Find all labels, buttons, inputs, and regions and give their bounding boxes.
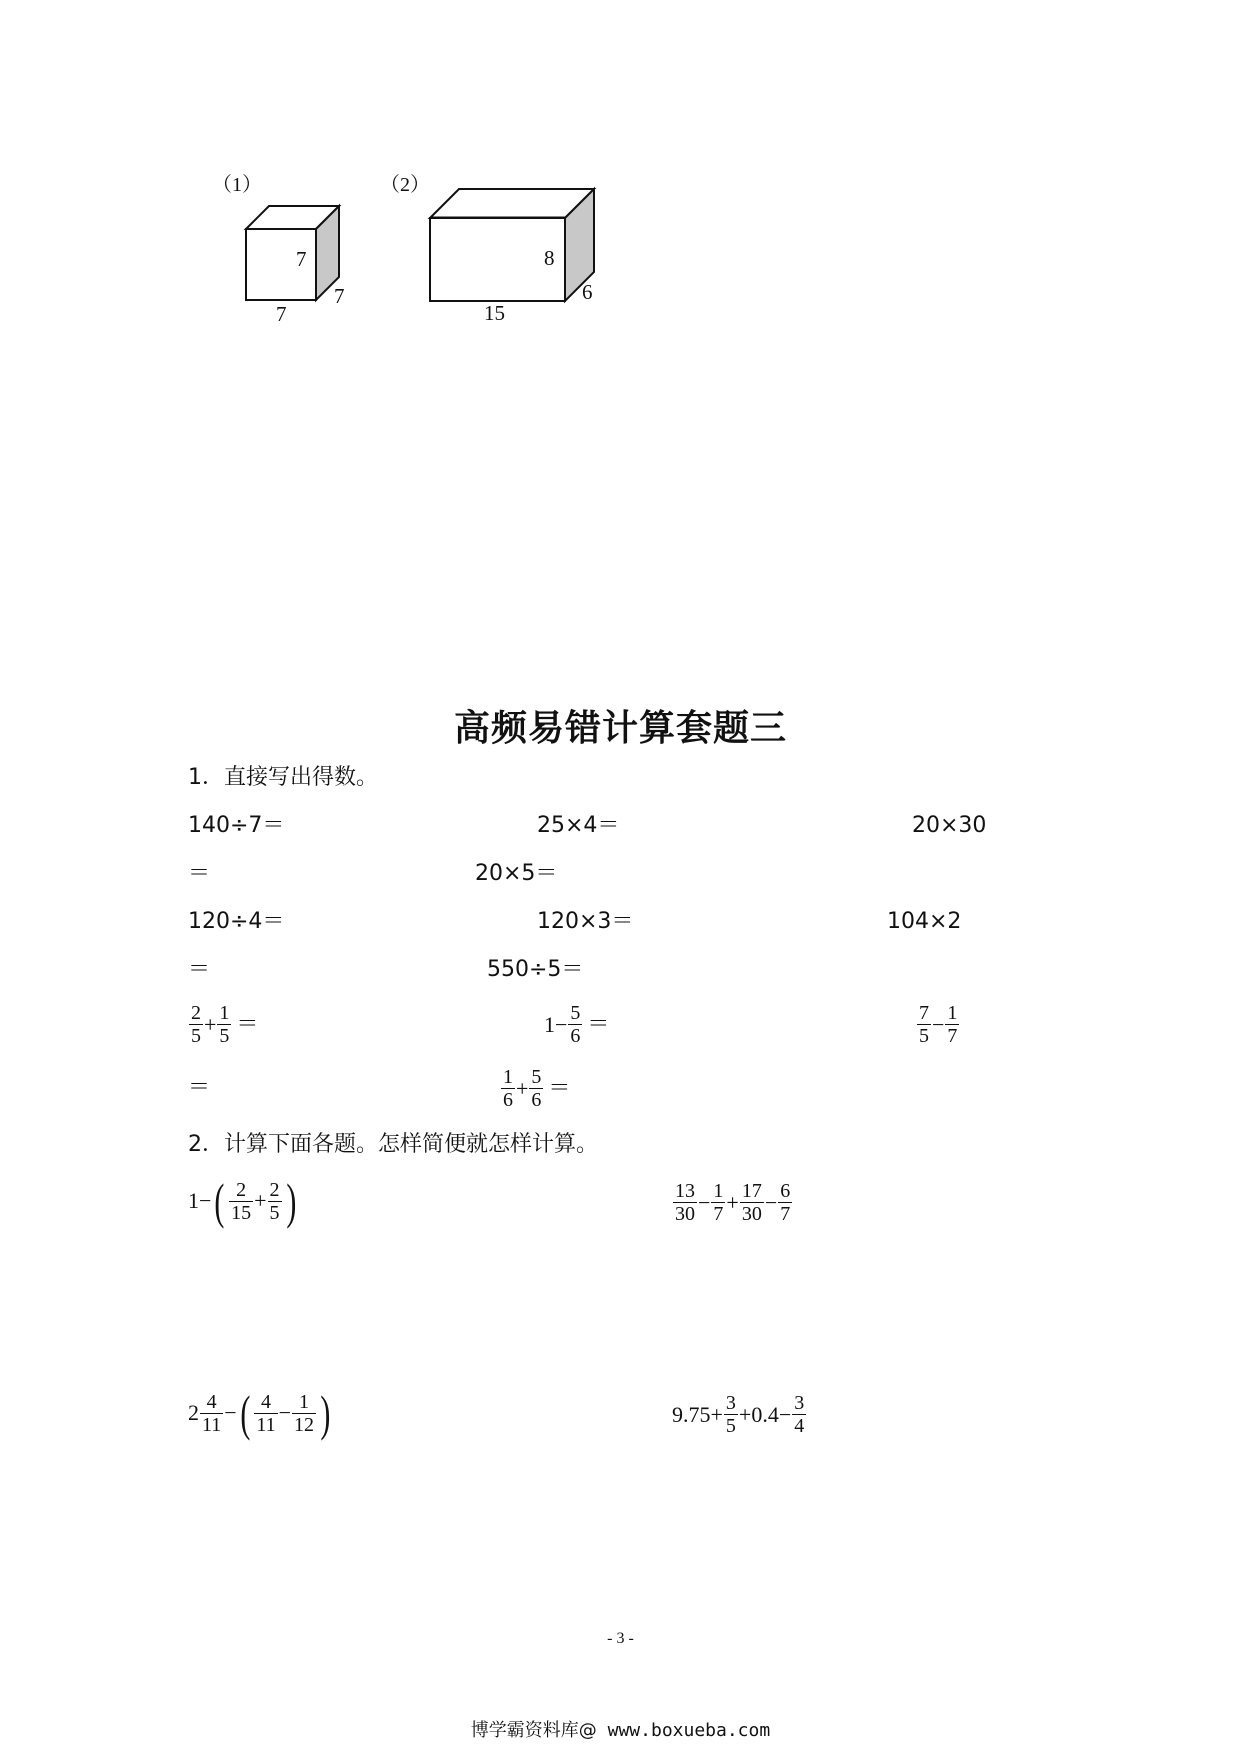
numerator: 4 (260, 1390, 271, 1413)
problem-1-3: 20×30 (912, 813, 987, 838)
equals-sign: ＝ (548, 1075, 571, 1101)
numerator: 2 (236, 1178, 247, 1201)
right-parenthesis: ) (320, 1385, 331, 1441)
whole-number: 2 (188, 1400, 199, 1425)
problem-1-11-equals: ＝ (188, 1075, 211, 1100)
numerator: 1 (299, 1390, 310, 1413)
numerator: 1 (503, 1066, 513, 1088)
denominator: 4 (794, 1415, 805, 1437)
numerator: 6 (780, 1180, 791, 1202)
figure-2-label: （2） (380, 174, 430, 196)
numerator: 7 (919, 1002, 929, 1024)
fraction (740, 1180, 764, 1225)
denominator: 5 (191, 1025, 201, 1047)
fraction (568, 1002, 582, 1047)
denominator: 5 (919, 1025, 929, 1047)
fraction (529, 1066, 543, 1111)
right-parenthesis: ) (285, 1173, 296, 1229)
footer-brand-url: www.boxueba.com (596, 1720, 771, 1741)
equals-sign: ＝ (587, 1011, 610, 1037)
problem-2-2 (672, 1180, 793, 1225)
numerator: 2 (191, 1002, 201, 1024)
denominator: 7 (780, 1203, 791, 1225)
operator: − (698, 1189, 711, 1215)
figure-1-label: （1） (212, 174, 262, 196)
fraction (229, 1179, 253, 1224)
denominator: 6 (531, 1089, 542, 1111)
fraction (292, 1391, 316, 1436)
numerator: 5 (531, 1066, 542, 1088)
numerator: 1 (219, 1002, 230, 1024)
figures (0, 0, 1241, 340)
operator: + (738, 1401, 752, 1427)
whole-number: 1 (188, 1188, 199, 1213)
numerator: 3 (725, 1392, 736, 1414)
fraction (711, 1180, 725, 1225)
operator: − (555, 1011, 568, 1037)
operator: − (932, 1011, 945, 1037)
problem-2-1 (188, 1173, 299, 1229)
operator: + (516, 1075, 529, 1101)
footer-brand-text: 博学霸资料库@ (470, 1720, 597, 1741)
problem-1-6: 120×3＝ (537, 909, 634, 934)
section-2-heading: 2．计算下面各题。怎样简便就怎样计算。 (188, 1132, 598, 1157)
problem-1-5: 120÷4＝ (188, 909, 285, 934)
problem-2-3 (188, 1385, 334, 1441)
page-title: 高频易错计算套题三 (453, 708, 787, 749)
denominator: 12 (294, 1413, 315, 1436)
operator: + (710, 1401, 723, 1427)
problem-1-7: 104×2 (887, 909, 962, 934)
operator: + (726, 1189, 739, 1215)
operator: + (204, 1011, 217, 1037)
figure-2-width-label: 15 (484, 301, 505, 325)
operator: − (278, 1400, 292, 1425)
numerator: 13 (675, 1180, 695, 1202)
operator: − (764, 1189, 778, 1215)
section-1-heading: 1．直接写出得数。 (188, 765, 378, 790)
fraction (189, 1002, 203, 1047)
numerator: 1 (947, 1002, 958, 1024)
problem-1-9 (188, 1002, 258, 1047)
decimal-number: 0.4 (751, 1401, 779, 1427)
fraction (673, 1180, 697, 1225)
numerator: 2 (269, 1178, 280, 1201)
problem-1-2: 25×4＝ (537, 813, 620, 838)
fraction (217, 1002, 231, 1047)
numerator: 5 (570, 1002, 581, 1024)
figure-2-depth-label: 6 (582, 280, 593, 304)
problem-1-4: 20×5＝ (475, 861, 558, 886)
denominator: 5 (269, 1201, 280, 1224)
numerator: 17 (741, 1180, 762, 1202)
denominator: 5 (725, 1415, 736, 1437)
fraction (792, 1392, 806, 1437)
problem-1-10 (544, 1002, 609, 1047)
figure-1-depth-label: 7 (334, 284, 345, 308)
fraction (724, 1392, 738, 1437)
denominator: 7 (947, 1025, 958, 1047)
problem-1-12 (500, 1066, 570, 1111)
denominator: 6 (570, 1025, 581, 1047)
problem-1-7-equals: ＝ (188, 957, 211, 982)
problem-1-3-equals: ＝ (188, 861, 211, 886)
operator: − (224, 1400, 237, 1425)
operator: + (254, 1188, 267, 1213)
denominator: 11 (202, 1413, 222, 1436)
left-parenthesis: ( (240, 1385, 251, 1441)
problem-1-8: 550÷5＝ (487, 957, 584, 982)
cube-figure (0, 0, 640, 340)
page-number: - 3 - (607, 1630, 634, 1647)
decimal-number: 9.75 (672, 1401, 711, 1427)
denominator: 11 (256, 1413, 276, 1436)
denominator: 6 (503, 1089, 513, 1111)
numerator: 1 (713, 1180, 724, 1202)
whole-number: 1 (544, 1011, 555, 1037)
problem-1-11 (916, 1002, 960, 1047)
denominator: 15 (231, 1201, 252, 1224)
denominator: 30 (675, 1203, 695, 1225)
fraction (200, 1391, 223, 1436)
numerator: 4 (206, 1390, 217, 1413)
denominator: 7 (713, 1203, 724, 1225)
numerator: 3 (794, 1392, 805, 1414)
problem-1-1: 140÷7＝ (188, 813, 285, 838)
equals-sign: ＝ (236, 1011, 259, 1037)
fraction (268, 1179, 282, 1224)
fraction (254, 1391, 277, 1436)
footer-brand (0, 1716, 1241, 1742)
figure-2-height-label: 8 (544, 246, 555, 270)
operator: − (199, 1188, 212, 1213)
left-parenthesis: ( (214, 1173, 225, 1229)
figure-1-width-label: 7 (276, 302, 287, 326)
denominator: 30 (741, 1203, 762, 1225)
fraction (917, 1002, 931, 1047)
operator: − (778, 1401, 792, 1427)
fraction (778, 1180, 792, 1225)
fraction (945, 1002, 959, 1047)
problem-2-4 (672, 1392, 807, 1437)
figure-1-height-label: 7 (296, 247, 307, 271)
denominator: 5 (219, 1025, 230, 1047)
fraction (501, 1066, 515, 1111)
